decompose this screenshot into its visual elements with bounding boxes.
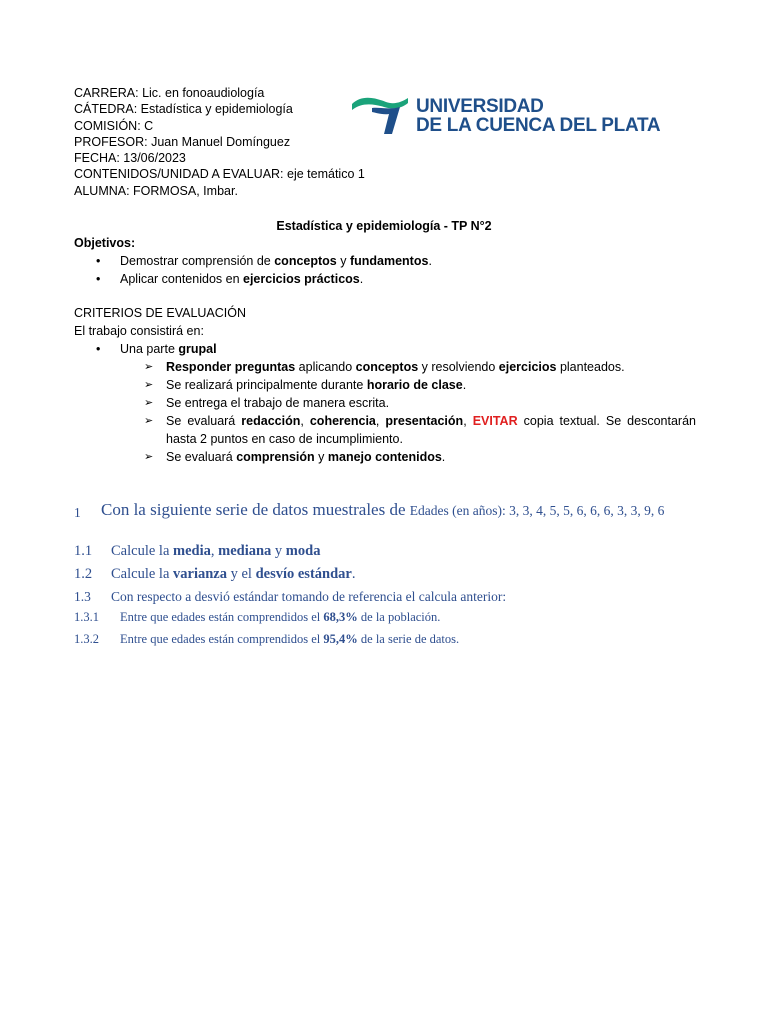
bullet-icon: •	[96, 254, 101, 268]
profesor-line: PROFESOR: Juan Manuel Domínguez	[74, 134, 291, 149]
university-logo	[350, 92, 661, 138]
alumna-line: ALUMNA: FORMOSA, Imbar.	[74, 183, 238, 198]
criterio-arrow-4: ➢ Se evaluará redacción, coherencia, presentación, EVITAR copia textual. Se descontarán hasta 2 puntos en caso de incumplimiento.	[144, 414, 696, 446]
carrera-line: CARRERA: Lic. en fonoaudiología	[74, 86, 265, 100]
contenidos-line: CONTENIDOS/UNIDAD A EVALUAR: eje temático 1	[74, 167, 365, 182]
criterios-heading: CRITERIOS DE EVALUACIÓN	[74, 306, 247, 320]
criterio-arrow-2: ➢ Se realizará principalmente durante horario de clase.	[144, 378, 467, 392]
ejercicio-1-number: 1	[74, 505, 81, 520]
ejercicio-1-3-2: 1.3.2 Entre que edades están comprendidos el 95,4% de la serie de datos.	[74, 632, 460, 646]
logo-wave-icon	[350, 94, 410, 136]
ejercicio-1: 1 Con la siguiente serie de datos muestrales de Edades (en años): 3, 3, 4, 5, 5, 6, 6, 6, 3, 3, 9, 6	[74, 500, 723, 521]
catedra-line: CÁTEDRA: Estadística y epidemiología	[74, 102, 293, 117]
evitar-warning: EVITAR	[472, 414, 518, 428]
ejercicio-1-1: 1.1 Calcule la media, mediana y moda	[74, 543, 321, 559]
criterio-arrow-3: ➢ Se entrega el trabajo de manera escrita.	[144, 396, 390, 410]
comision-line: COMISIÓN: C	[74, 118, 154, 133]
arrow-bullet-icon: ➢	[144, 415, 154, 427]
bullet-icon: •	[96, 342, 101, 356]
bullet-icon: •	[96, 272, 101, 286]
arrow-bullet-icon: ➢	[144, 361, 154, 373]
criterio-bullet-grupal: • Una parte grupal	[96, 342, 217, 356]
objetivos-heading: Objetivos:	[74, 236, 136, 250]
ejercicio-1-3-1: 1.3.1 Entre que edades están comprendidos el 68,3% de la población.	[74, 610, 441, 624]
objetivo-item-1: • Demostrar comprensión de conceptos y fundamentos.	[96, 254, 432, 268]
arrow-bullet-icon: ➢	[144, 397, 154, 409]
arrow-bullet-icon: ➢	[144, 379, 154, 391]
fecha-line: FECHA: 13/06/2023	[74, 151, 186, 166]
criterio-arrow-5: ➢ Se evaluará comprensión y manejo contenidos.	[144, 450, 446, 464]
arrow-bullet-icon: ➢	[144, 451, 154, 463]
ejercicio-1-2: 1.2 Calcule la varianza y el desvío estándar.	[74, 566, 356, 582]
criterio-arrow-1: ➢ Responder preguntas aplicando conceptos y resolviendo ejercicios planteados.	[144, 360, 625, 374]
header-info	[74, 85, 365, 199]
objetivos-section	[74, 234, 696, 288]
criterios-intro: El trabajo consistirá en:	[74, 324, 204, 338]
document-title: Estadística y epidemiología - TP N°2	[276, 219, 492, 233]
criterios-section	[74, 304, 696, 466]
logo-line-2: DE LA CUENCA DEL PLATA	[416, 115, 661, 136]
objetivo-item-2: • Aplicar contenidos en ejercicios prácticos.	[96, 272, 364, 286]
ejercicio-1-3: 1.3 Con respecto a desvió estándar tomando de referencia el calcula anterior:	[74, 589, 507, 604]
logo-line-1: UNIVERSIDAD	[416, 96, 544, 117]
